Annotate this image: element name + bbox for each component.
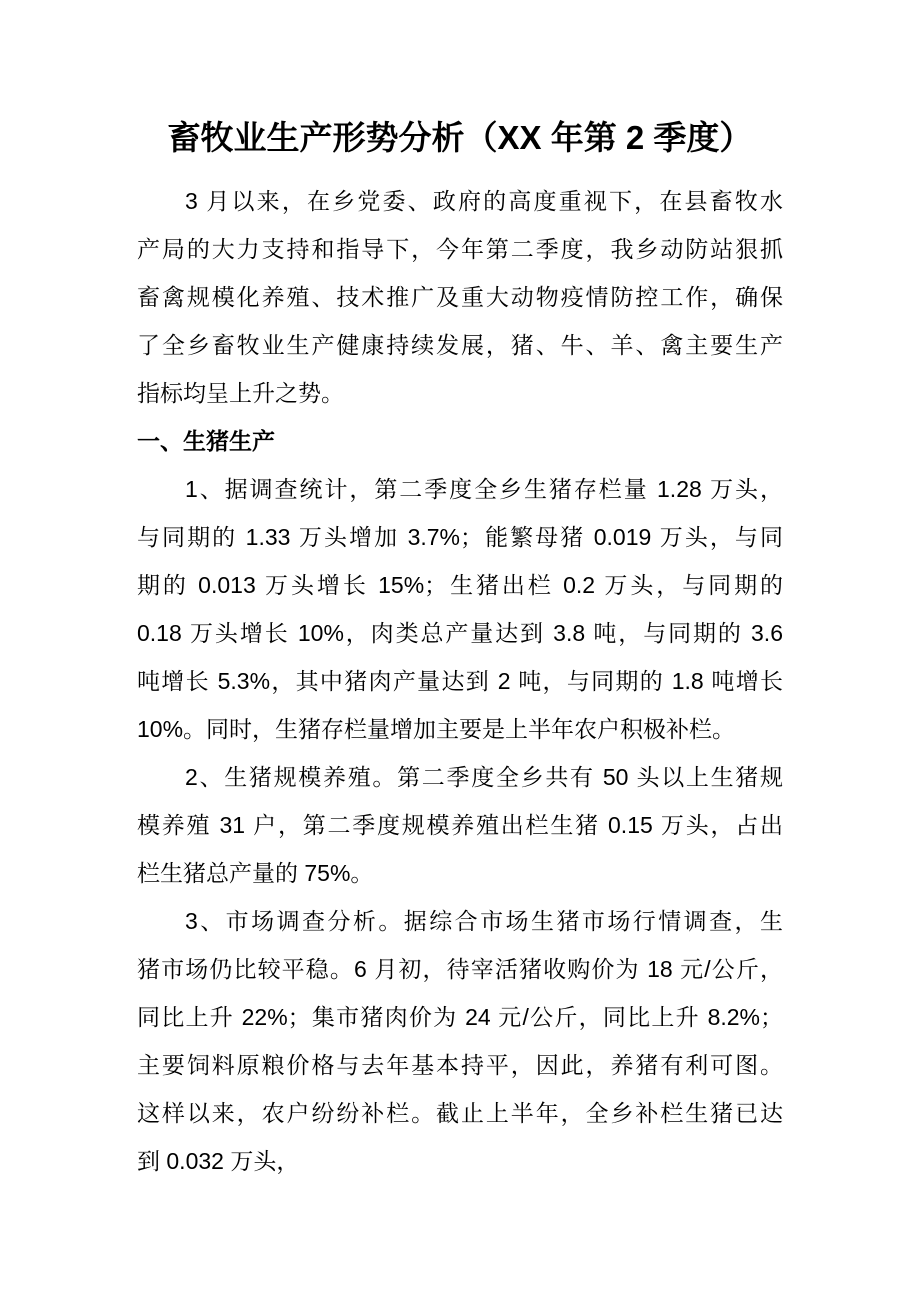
text-line: 期的 0.013 万头增长 15%；生猪出栏 0.2 万头，与同期的 bbox=[137, 572, 783, 598]
text-line: 3 月以来，在乡党委、政府的高度重视下，在县畜牧水 bbox=[185, 188, 783, 214]
text-line: 2、生猪规模养殖。第二季度全乡共有 50 头以上生猪规 bbox=[185, 764, 783, 790]
text-line: 猪市场仍比较平稳。6 月初，待宰活猪收购价为 18 元/公斤， bbox=[137, 956, 783, 982]
text-line: 模养殖 31 户，第二季度规模养殖出栏生猪 0.15 万头，占出 bbox=[137, 812, 783, 838]
text-line: 指标均呈上升之势。 bbox=[137, 380, 344, 406]
text-line: 产局的大力支持和指导下，今年第二季度，我乡动防站狠抓 bbox=[137, 236, 783, 262]
text-line: 1、据调查统计，第二季度全乡生猪存栏量 1.28 万头， bbox=[185, 476, 783, 502]
text-line: 了全乡畜牧业生产健康持续发展，猪、牛、羊、禽主要生产 bbox=[137, 332, 783, 358]
text-line: 这样以来，农户纷纷补栏。截止上半年，全乡补栏生猪已达 bbox=[137, 1100, 783, 1126]
text-line: 10%。同时，生猪存栏量增加主要是上半年农户积极补栏。 bbox=[137, 716, 736, 742]
text-line: 栏生猪总产量的 75%。 bbox=[137, 860, 374, 886]
text-line: 3、市场调查分析。据综合市场生猪市场行情调查，生 bbox=[185, 908, 783, 934]
document-content bbox=[137, 0, 783, 1185]
text-line: 畜禽规模化养殖、技术推广及重大动物疫情防控工作，确保 bbox=[137, 284, 783, 310]
text-line: 0.18 万头增长 10%，肉类总产量达到 3.8 吨，与同期的 3.6 bbox=[137, 620, 783, 646]
section-heading: 一、生猪生产 bbox=[137, 428, 275, 454]
text-line: 与同期的 1.33 万头增加 3.7%；能繁母猪 0.019 万头，与同 bbox=[137, 524, 783, 550]
text-line: 吨增长 5.3%，其中猪肉产量达到 2 吨，与同期的 1.8 吨增长 bbox=[137, 668, 783, 694]
text-line: 到 0.032 万头， bbox=[137, 1148, 300, 1174]
document-body bbox=[137, 177, 783, 1185]
text-line: 同比上升 22%；集市猪肉价为 24 元/公斤，同比上升 8.2%； bbox=[137, 1004, 783, 1030]
text-line: 主要饲料原粮价格与去年基本持平，因此，养猪有利可图。 bbox=[137, 1052, 783, 1078]
document-title: 畜牧业生产形势分析（XX 年第 2 季度） bbox=[167, 119, 753, 156]
